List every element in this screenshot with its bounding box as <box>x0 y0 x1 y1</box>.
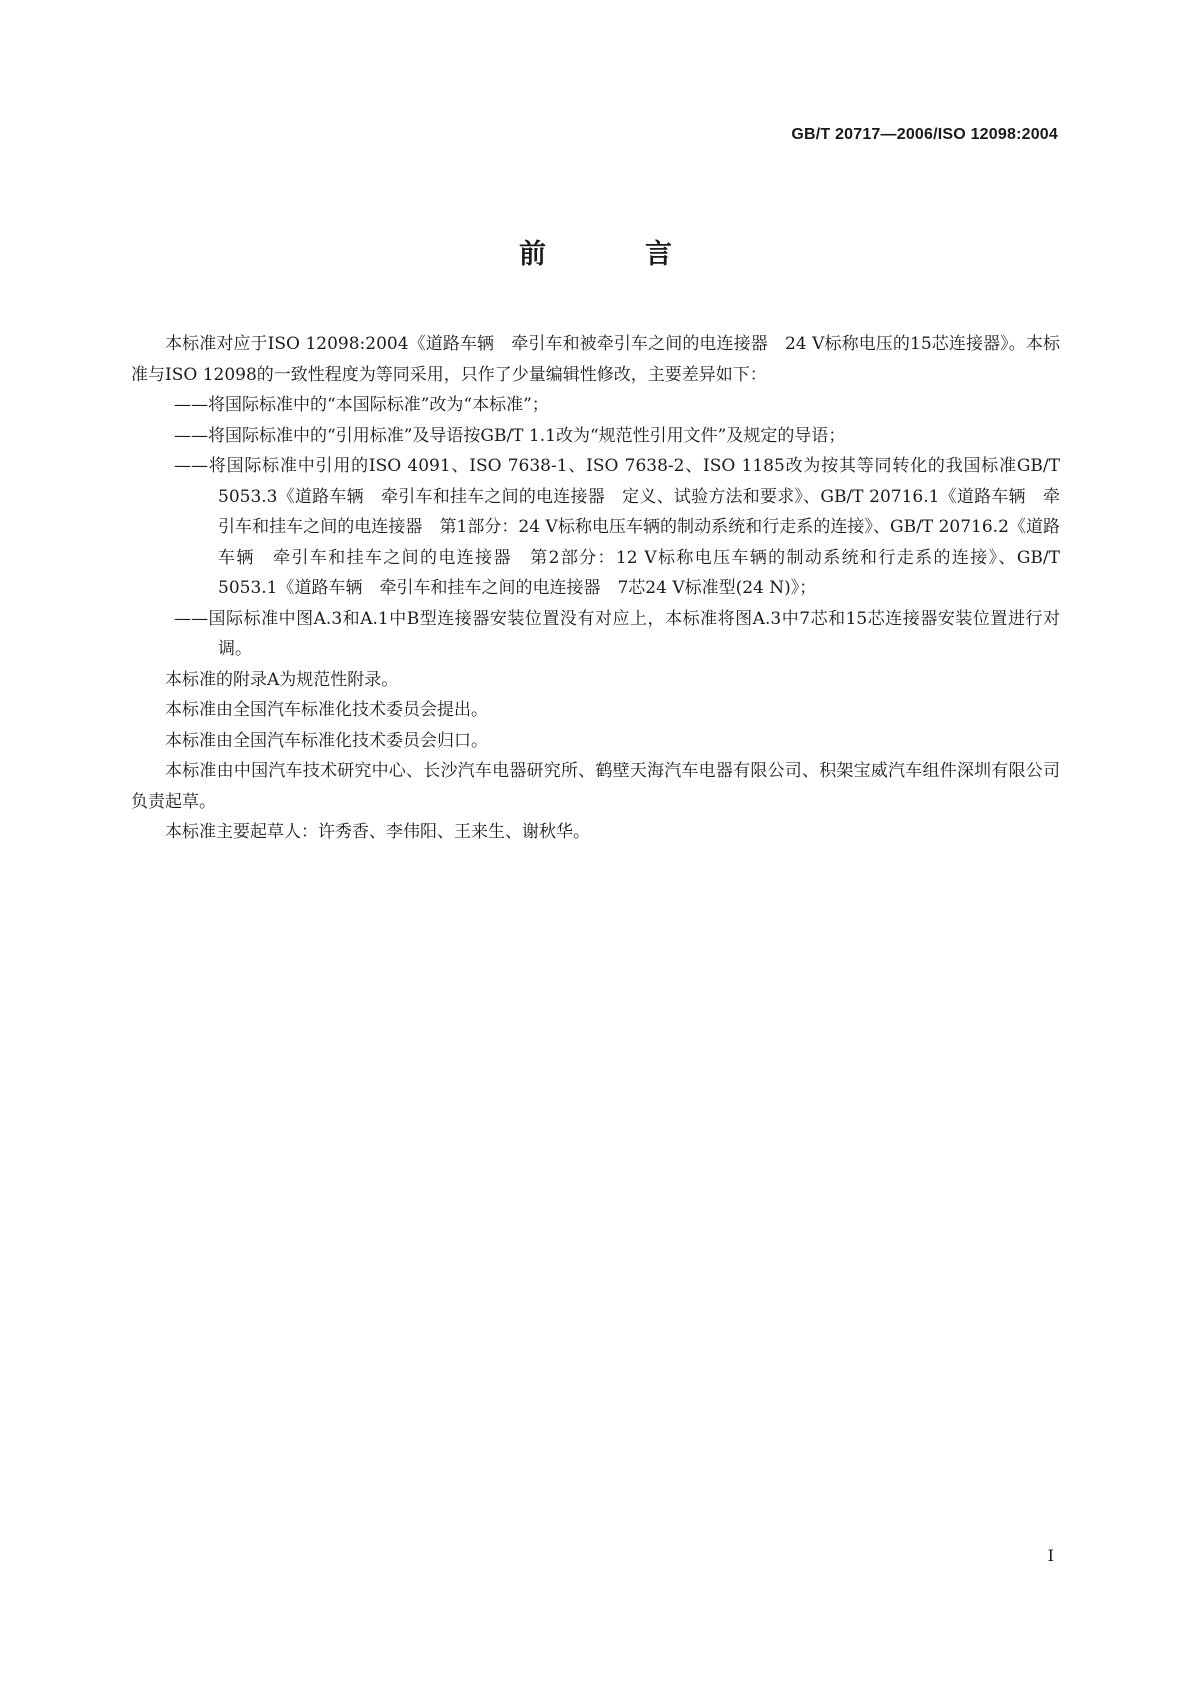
drafted-by-paragraph: 本标准由中国汽车技术研究中心、长沙汽车电器研究所、鹤壁天海汽车电器有限公司、积架宝威汽车组件深圳有限公司负责起草。 <box>131 761 1060 812</box>
document-body <box>131 329 1060 848</box>
centralized-by-paragraph: 本标准由全国汽车标准化技术委员会归口。 <box>165 730 488 751</box>
main-drafters-paragraph: 本标准主要起草人：许秀香、李伟阳、王来生、谢秋华。 <box>165 822 590 842</box>
annex-note-paragraph: 本标准的附录A为规范性附录。 <box>165 669 399 690</box>
difference-item-3: ——将国际标准中引用的ISO 4091、ISO 7638-1、ISO 7638-2、ISO 1185改为按其等同转化的我国标准GB/T 5053.3《道路车辆 牵引车和挂车之间的电连接器 定义、试验方法和要求》、GB/T 20716.1《道路车辆 牵引车和挂车之间的电连接器 第1部分：24 V标称电压车辆的制动系统和行走系的连接》、GB/T 20716.2《道路车辆 牵引车和挂车之间的电连接器 第2部分：12 V标称电压车辆的制动系统和行走系的连接》、GB/T 5053.1《道路车辆 牵引车和挂车之间的电连接器 7芯24 V标准型(24 N)》； <box>174 456 1060 598</box>
intro-paragraph: 本标准对应于ISO 12098:2004《道路车辆 牵引车和被牵引车之间的电连接器 24 V标称电压的15芯连接器》。本标准与ISO 12098的一致性程度为等同采用，只作了少量编辑性修改，主要差异如下： <box>131 334 1060 385</box>
difference-item-4: ——国际标准中图A.3和A.1中B型连接器安装位置没有对应上，本标准将图A.3中7芯和15芯连接器安装位置进行对调。 <box>174 608 1060 659</box>
difference-item-2: ——将国际标准中的“引用标准”及导语按GB/T 1.1改为“规范性引用文件”及规定的导语； <box>174 425 846 446</box>
page-number: I <box>1047 1546 1054 1565</box>
page-title: 前 言 <box>519 239 708 270</box>
standard-code-header: GB/T 20717—2006/ISO 12098:2004 <box>791 126 1058 143</box>
proposed-by-paragraph: 本标准由全国汽车标准化技术委员会提出。 <box>165 700 488 720</box>
difference-item-1: ——将国际标准中的“本国际标准”改为“本标准”； <box>174 395 549 415</box>
